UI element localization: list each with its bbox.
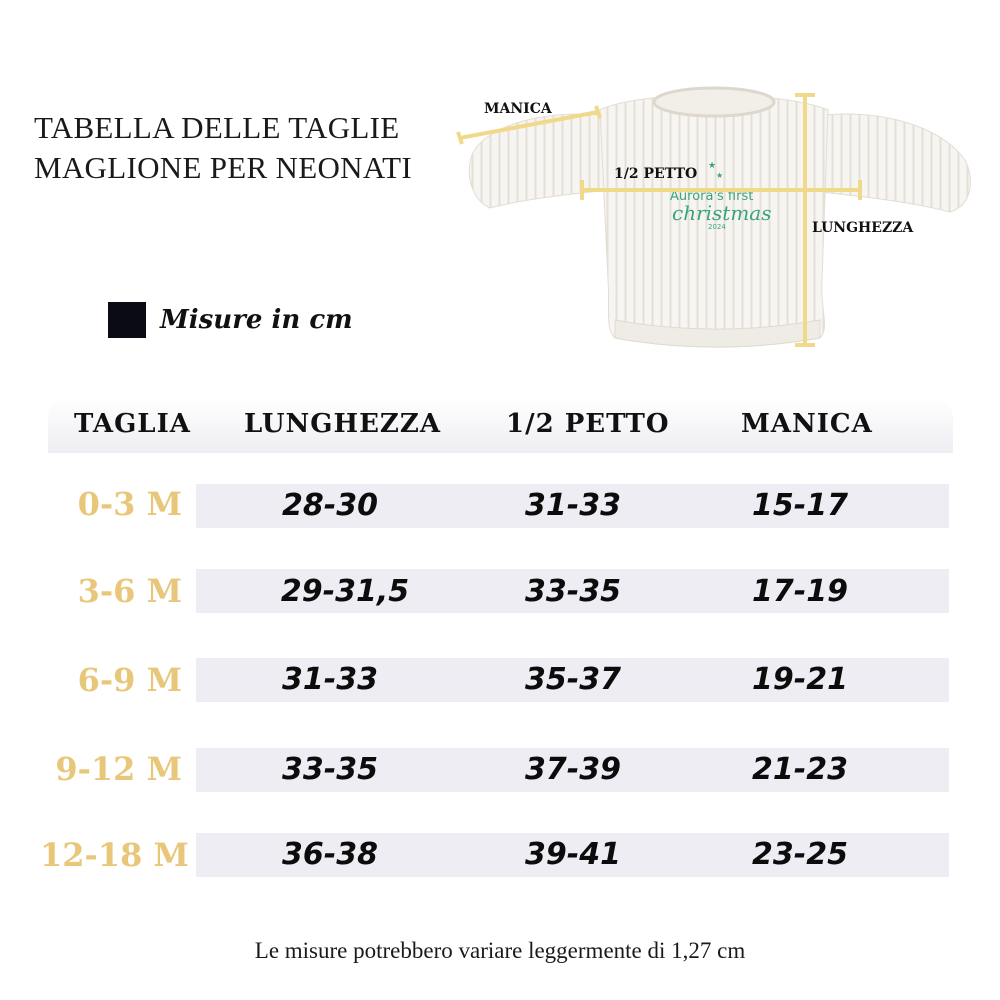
chest-cell: 31-33 <box>525 488 621 523</box>
sleeve-cell: 15-17 <box>752 488 848 523</box>
left-sleeve <box>469 114 610 208</box>
length-cell: 36-38 <box>282 837 378 872</box>
header-taglia: TAGLIA <box>74 409 191 439</box>
size-cell: 0-3 M <box>77 485 182 523</box>
chest-cell: 33-35 <box>525 574 621 609</box>
right-sleeve <box>820 114 970 212</box>
chart-title <box>34 108 412 188</box>
length-cell: 33-35 <box>282 752 378 787</box>
length-cell: 29-31,5 <box>280 574 410 609</box>
embroidery-line-2: christmas <box>672 201 772 225</box>
size-cell: 3-6 M <box>77 572 182 610</box>
sleeve-cell: 23-25 <box>752 837 848 872</box>
chest-cell: 37-39 <box>525 752 621 787</box>
header-petto: 1/2 PETTO <box>506 409 670 439</box>
svg-text:★: ★ <box>716 171 724 180</box>
legend-swatch <box>108 302 146 338</box>
size-cell: 6-9 M <box>77 661 182 699</box>
title-line-1: TABELLA DELLE TAGLIE <box>34 110 400 145</box>
half-chest-label: 1/2 PETTO <box>614 166 698 182</box>
length-cell: 28-30 <box>282 488 378 523</box>
size-cell: 9-12 M <box>55 750 182 788</box>
embroidery-line-1: Aurora's first <box>670 189 754 204</box>
size-cell: 12-18 M <box>40 836 189 874</box>
length-cell: 31-33 <box>282 662 378 697</box>
header-manica: MANICA <box>741 409 873 439</box>
embroidery-line-3: 2024 <box>708 223 726 231</box>
sleeve-cell: 21-23 <box>752 752 848 787</box>
chest-cell: 35-37 <box>525 662 621 697</box>
svg-text:★: ★ <box>708 161 717 171</box>
sleeve-cell: 17-19 <box>752 574 848 609</box>
legend-text: Misure in cm <box>160 305 353 335</box>
sleeve-label: MANICA <box>484 101 552 117</box>
units-legend <box>108 302 353 338</box>
sleeve-cell: 19-21 <box>752 662 848 697</box>
length-label: LUNGHEZZA <box>812 220 914 236</box>
collar <box>654 88 774 116</box>
measurement-note: Le misure potrebbero variare leggermente di 1,27 cm <box>254 938 746 963</box>
title-line-2: MAGLIONE PER NEONATI <box>34 150 412 185</box>
chest-cell: 39-41 <box>525 837 621 872</box>
header-lunghezza: LUNGHEZZA <box>244 409 442 439</box>
